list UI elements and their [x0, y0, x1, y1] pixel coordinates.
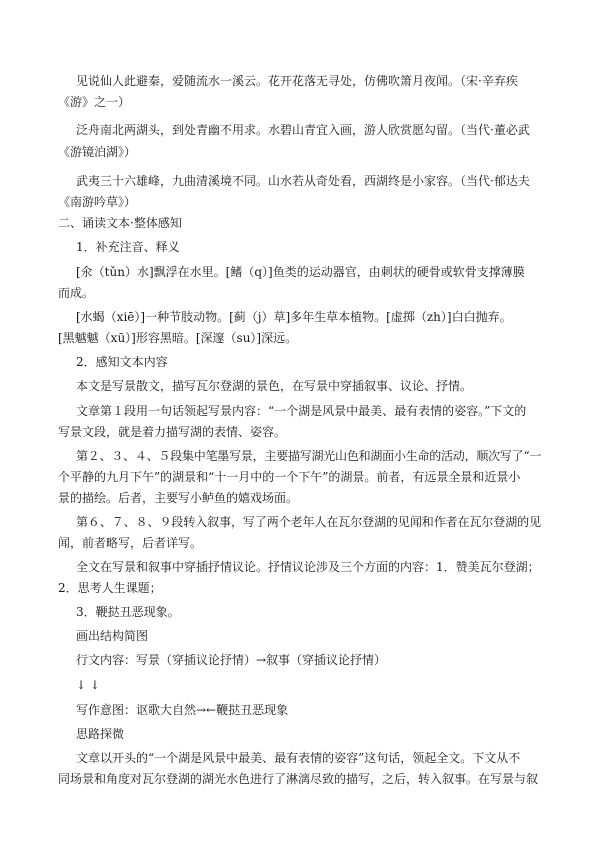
text-line: 3．鞭挞丑恶现象。 [76, 605, 180, 619]
text-line: 文章第１段用一句话领起写景内容：“一个湖是风景中最美、最有表情的姿容。”下文的 [76, 404, 527, 418]
text-line: 第６、７、８、９段转入叙事，写了两个老年人在瓦尔登湖的见闻和作者在瓦尔登湖的见 [76, 515, 542, 529]
text-line: 本文是写景散文，描写瓦尔登湖的景色，在写景中穿插叙事、议论、抒情。 [76, 379, 473, 393]
text-line: [水蝎（xiē）]一种节肢动物。[蓟（j）草]多年生草本植物。[虚掷（zh）]白白抛弃。 [76, 310, 512, 324]
text-line: 景的描绘。后者，主要写小鲈鱼的嬉戏场面。 [58, 491, 299, 505]
text-line: 行文内容：写景（穿插议论抒情）→叙事（穿插议论抒情） [76, 653, 387, 667]
text-line: 画出结构简图 [76, 629, 149, 643]
text-line: 《游镜泊湖》） [58, 145, 137, 159]
text-line: 2．感知文本内容 [76, 355, 168, 369]
text-line: 思路探微 [76, 727, 125, 741]
text-line: 文章以开头的“一个湖是风景中最美、最有表情的姿容”这句话，领起全文。下文从不 [76, 751, 521, 765]
text-line: 泛舟南北两湖头，到处青幽不用求。水碧山青宜入画，游人欣赏愿勾留。（当代·董必武 [76, 123, 530, 137]
text-line: 武夷三十六雄峰，九曲清溪境不同。山水若从奇处看，西湖终是小家容。（当代·郁达夫 [76, 174, 530, 188]
text-line: 《南游吟草》） [58, 195, 137, 209]
text-line: 二、诵读文本·整体感知 [58, 216, 182, 230]
text-line: 写作意图：讴歌大自然→←鞭挞丑恶现象 [76, 703, 289, 717]
text-line: 闻，前者略写，后者详写。 [58, 536, 203, 550]
text-line: 全文在写景和叙事中穿插抒情议论。抒情议论涉及三个方面的内容：1．赞美瓦尔登湖； [76, 560, 540, 574]
text-line: 第２、３、４、５段集中笔墨写景，主要描写湖光山色和湖面小生命的活动，顺次写了“一 [76, 449, 542, 463]
text-line: 2．思考人生课题； [58, 581, 162, 595]
text-line: 同场景和角度对瓦尔登湖的湖光水色进行了淋漓尽致的描写，之后，转入叙事。在写景与叙 [58, 772, 539, 786]
text-line: 个平静的九月下午”的湖景和“十一月中的一个下午”的湖景。前者，有远景全景和近景小 [58, 470, 521, 484]
text-line: ↓ ↓ [76, 678, 100, 692]
text-line: 见说仙人此避秦，爱随流水一溪云。花开花落无寻处，仿佛吹箫月夜闻。（宋·辛弃疾 [76, 74, 518, 88]
text-line: 《游》之一） [58, 95, 131, 109]
text-line: [氽（tǔn）水]飘浮在水里。[鳍（q）]鱼类的运动器官，由刺状的硬骨或软骨支撑薄膜 [76, 265, 525, 279]
text-line: [黑魆魆（xū）]形容黑暗。[深邃（su）]深远。 [58, 331, 298, 345]
text-line: 写景文段，就是着力描写湖的表情、姿容。 [58, 425, 287, 439]
text-line: 1．补充注音、释义 [76, 240, 180, 254]
text-line: 而成。 [58, 286, 95, 300]
